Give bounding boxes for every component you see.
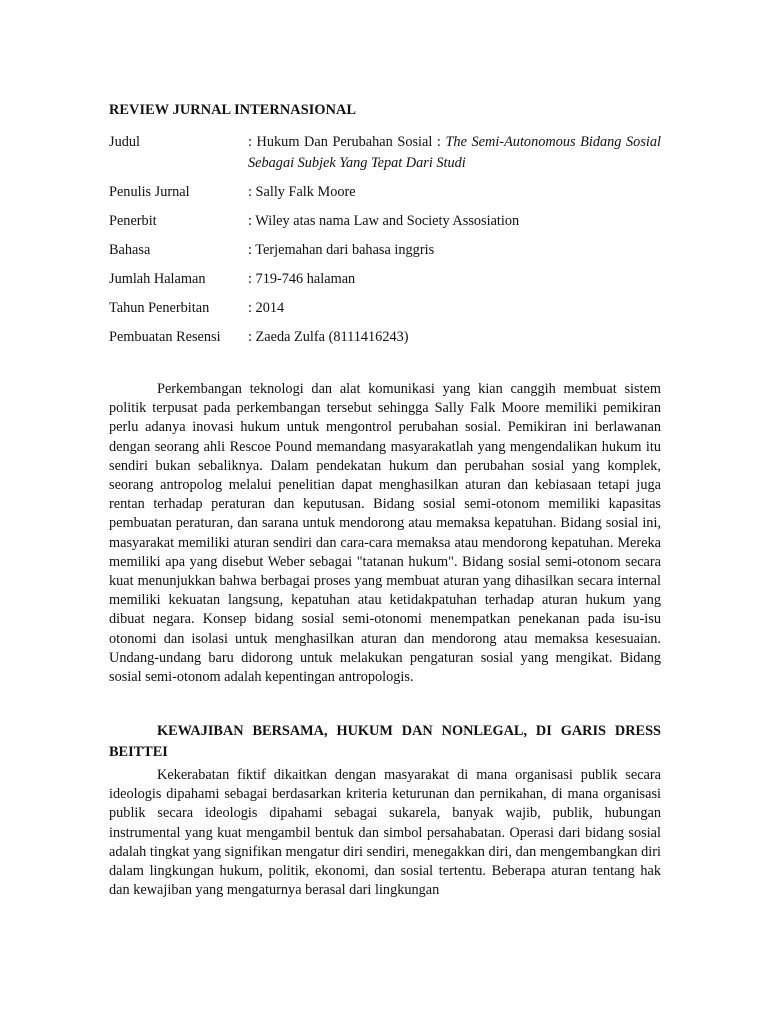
meta-value [248, 211, 661, 232]
section-heading [109, 721, 661, 763]
journal-title-italic: The Semi-Autonomous Bidang Sosial Sebagai Subjek Yang Tepat Dari Studi [248, 134, 661, 171]
meta-value-prefix: : [248, 242, 256, 258]
meta-label: Jumlah Halaman [109, 271, 206, 287]
meta-value-prefix: : [248, 271, 256, 287]
meta-value [248, 269, 661, 290]
meta-row-penerbit [109, 211, 661, 232]
meta-label: Penerbit [109, 213, 157, 229]
document-title: REVIEW JURNAL INTERNASIONAL [109, 102, 357, 118]
meta-row-judul [109, 132, 661, 174]
meta-row-tahun [109, 298, 661, 319]
meta-label: Judul [109, 134, 140, 150]
paragraph-text: Perkembangan teknologi dan alat komunikasi yang kian canggih membuat sistem politik terpusat pada perkembangan tersebut sehingga Sally Falk Moore memiliki pemikiran perlu adanya inovasi hukum untuk mengontrol perubahan sosial. Pemikiran ini berlawanan dengan seorang ahli Rescoe Pound memandang masyarakatlah yang mengendalikan hukum itu sendiri bukan sebaliknya. Dalam pendekatan hukum dan perubahan sosial yang komplek, seorang antropolog melalui penelitian dapat menghasilkan aturan dan kebiasaan tetapi juga rentan terhadap peraturan dan keputusan. Bidang sosial semi-otonom memiliki kapasitas pembuatan peraturan, dan sarana untuk mendorong atau memaksa kepatuhan. Bidang sosial ini, masyarakat memiliki aturan sendiri dan cara-cara memaksa atau mendorong kepatuhan. Mereka memiliki apa yang disebut Weber sebagai "tatanan hukum". Bidang sosial semi-otonom secara kuat menunjukkan bahwa berbagai proses yang membuat aturan yang dihasilkan secara internal memiliki kekuatan langsung, kepatuhan atau ketidakpatuhan terhadap aturan hukum yang dibuat negara. Konsep bidang sosial semi-otonomi menempatkan penekanan pada isu-isu otonomi dan isolasi untuk menghasilkan aturan dan mendorong atau memaksa kesesuaian. Undang-undang baru didorong untuk melakukan pengaturan sosial yang mengikat. Bidang sosial semi-otonom adalah kepentingan antropologis. [109, 381, 661, 686]
meta-value-text: Wiley atas nama Law and Society Assosiation [255, 213, 520, 229]
meta-value-text: Zaeda Zulfa (8111416243) [255, 329, 409, 345]
body-paragraph-2 [109, 766, 661, 900]
meta-label: Pembuatan Resensi [109, 329, 221, 345]
meta-value-text: 719-746 halaman [255, 271, 356, 287]
section-heading-text: KEWAJIBAN BERSAMA, HUKUM DAN NONLEGAL, DI GARIS DRESS BEITTEI [109, 723, 661, 760]
meta-row-penulis [109, 182, 661, 203]
paragraph-text: Kekerabatan fiktif dikaitkan dengan masyarakat di mana organisasi publik secara ideologis dipahami sebagai berdasarkan kriteria keturunan dan pernikahan, di mana organisasi publik secara ideologis dipahami sebagai sukarela, banyak wajib, publik, hubungan instrumental yang kuat mengambil bentuk dan simbol persahabatan. Operasi dari bidang sosial adalah tingkat yang signifikan mengatur diri sendiri, menegakkan diri, dan mengembangkan diri dalam lingkungan hukum, politik, ekonomi, dan sosial tertentu. Beberapa aturan tentang hak dan kewajiban yang mengaturnya berasal dari lingkungan [109, 767, 661, 899]
body-paragraph-1 [109, 380, 661, 687]
meta-row-bahasa [109, 240, 661, 261]
meta-value-prefix: : [248, 184, 256, 200]
meta-value [248, 240, 661, 261]
meta-value-prefix: : Hukum Dan Perubahan Sosial : [248, 134, 446, 150]
metadata-table [109, 132, 661, 356]
meta-value-prefix: : [248, 300, 256, 316]
meta-value [248, 298, 661, 319]
meta-label: Bahasa [109, 242, 151, 258]
meta-row-jumlah-halaman [109, 269, 661, 290]
meta-value [248, 132, 661, 174]
meta-value-text: 2014 [255, 300, 285, 316]
meta-label: Penulis Jurnal [109, 184, 190, 200]
meta-value-prefix: : [248, 213, 256, 229]
meta-value-prefix: : [248, 329, 256, 345]
meta-value [248, 327, 661, 348]
meta-row-pembuatan-resensi [109, 327, 661, 348]
meta-value [248, 182, 661, 203]
meta-label: Tahun Penerbitan [109, 300, 210, 316]
meta-value-text: Sally Falk Moore [255, 184, 356, 200]
meta-value-text: Terjemahan dari bahasa inggris [255, 242, 435, 258]
